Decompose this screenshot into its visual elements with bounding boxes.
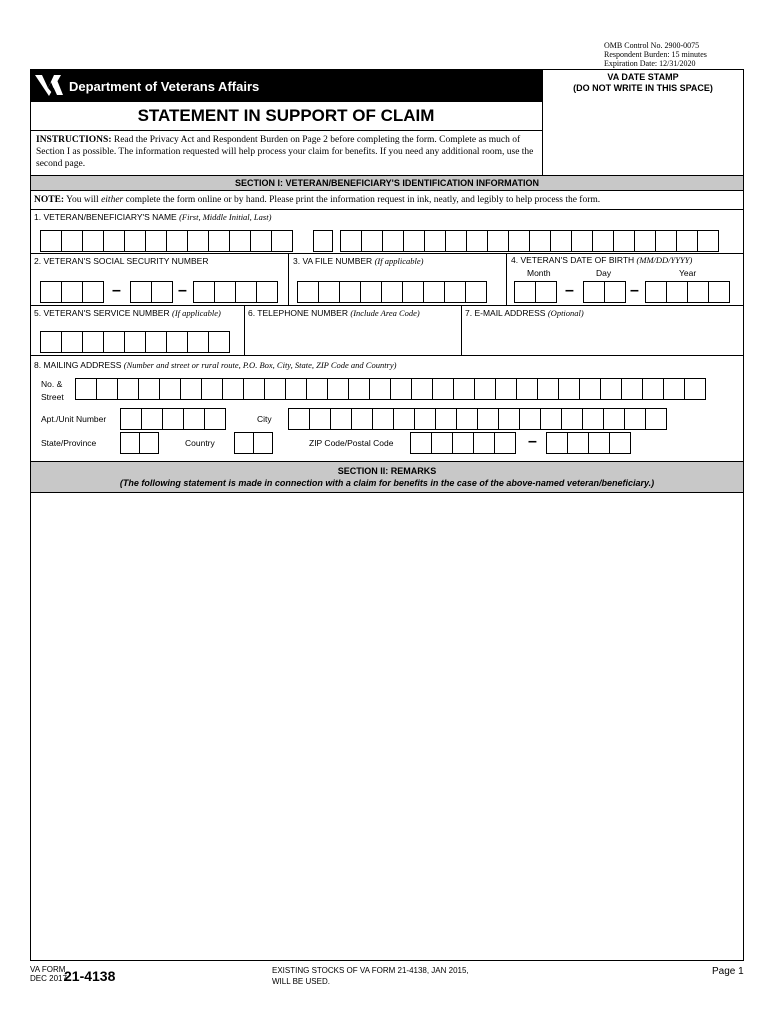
char-box[interactable] — [508, 230, 530, 252]
zip-label: ZIP Code/Postal Code — [309, 438, 394, 448]
char-box[interactable] — [264, 378, 286, 400]
footer-form-number: 21-4138 — [64, 968, 116, 984]
char-box[interactable] — [567, 432, 589, 454]
char-box[interactable] — [571, 230, 593, 252]
char-box[interactable] — [431, 432, 453, 454]
char-box[interactable] — [193, 281, 215, 303]
char-box[interactable] — [306, 378, 328, 400]
char-box[interactable] — [494, 432, 516, 454]
char-box[interactable] — [621, 378, 643, 400]
footer-page: Page 1 — [712, 966, 744, 977]
char-box[interactable] — [139, 432, 159, 454]
char-box[interactable] — [473, 432, 495, 454]
char-box[interactable] — [663, 378, 685, 400]
char-box[interactable] — [410, 432, 432, 454]
char-box[interactable] — [75, 378, 97, 400]
apt-input[interactable] — [120, 408, 225, 430]
char-box[interactable] — [390, 378, 412, 400]
char-box[interactable] — [529, 230, 551, 252]
char-box[interactable] — [514, 281, 536, 303]
f3-label-text: 3. VA FILE NUMBER — [293, 256, 373, 266]
char-box[interactable] — [609, 432, 631, 454]
section2-title: SECTION II: REMARKS — [337, 466, 437, 476]
country-label: Country — [185, 438, 215, 448]
char-box[interactable] — [288, 408, 310, 430]
char-box[interactable] — [82, 230, 104, 252]
section2-subtitle: (The following statement is made in connection with a claim for benefits in the case of the above-named veteran/beneficiary.) — [119, 478, 655, 488]
char-box[interactable] — [297, 281, 319, 303]
state-input[interactable] — [120, 432, 158, 454]
char-box[interactable] — [151, 281, 173, 303]
char-box[interactable] — [411, 378, 433, 400]
char-box[interactable] — [403, 230, 425, 252]
char-box[interactable] — [516, 378, 538, 400]
char-box[interactable] — [309, 408, 331, 430]
agency-banner — [30, 69, 542, 102]
omb-expiration: Expiration Date: 12/31/2020 — [604, 59, 696, 68]
city-label: City — [257, 414, 272, 424]
char-box[interactable] — [546, 432, 568, 454]
char-box[interactable] — [339, 281, 361, 303]
middle-initial-input[interactable] — [313, 230, 332, 252]
dob-year-label: Year — [679, 268, 697, 278]
char-box[interactable] — [495, 378, 517, 400]
f3-hint: (If applicable) — [374, 256, 424, 266]
char-box[interactable] — [445, 230, 467, 252]
va-file-number-input[interactable] — [297, 281, 486, 303]
char-box[interactable] — [708, 281, 730, 303]
dob-dash-1: – — [565, 282, 574, 299]
footer-existing-2: WILL BE USED. — [272, 977, 330, 986]
char-box[interactable] — [201, 378, 223, 400]
char-box[interactable] — [214, 281, 236, 303]
char-box[interactable] — [243, 378, 265, 400]
char-box[interactable] — [382, 230, 404, 252]
field2-label: 2. VETERAN'S SOCIAL SECURITY NUMBER — [34, 256, 209, 266]
char-box[interactable] — [604, 281, 626, 303]
char-box[interactable] — [318, 281, 340, 303]
remarks-textarea[interactable] — [32, 494, 742, 959]
char-box[interactable] — [582, 408, 604, 430]
date-stamp-area — [543, 72, 743, 94]
char-box[interactable] — [402, 281, 424, 303]
char-box[interactable] — [666, 281, 688, 303]
char-box[interactable] — [313, 230, 333, 252]
omb-block — [604, 41, 707, 68]
char-box[interactable] — [327, 378, 349, 400]
char-box[interactable] — [642, 378, 664, 400]
country-input[interactable] — [234, 432, 272, 454]
field7-label — [465, 308, 584, 318]
char-box[interactable] — [687, 281, 709, 303]
char-box[interactable] — [40, 230, 62, 252]
footer-form-id — [30, 965, 67, 983]
last-name-input[interactable] — [340, 230, 718, 252]
f8-label-text: 8. MAILING ADDRESS — [34, 360, 122, 370]
char-box[interactable] — [540, 408, 562, 430]
char-box[interactable] — [535, 281, 557, 303]
field6-label — [248, 308, 420, 318]
zip-dash: – — [528, 433, 537, 450]
note-label: NOTE: — [34, 195, 65, 205]
char-box[interactable] — [613, 230, 635, 252]
note-em: either — [101, 195, 124, 205]
char-box[interactable] — [256, 281, 278, 303]
char-box[interactable] — [166, 230, 188, 252]
char-box[interactable] — [40, 281, 62, 303]
char-box[interactable] — [697, 230, 719, 252]
f8-hint: (Number and street or rural route, P.O. Box, City, State, ZIP Code and Country) — [123, 360, 397, 370]
footer-date: DEC 2017 — [30, 974, 67, 983]
char-box[interactable] — [360, 281, 382, 303]
char-box[interactable] — [187, 230, 209, 252]
char-box[interactable] — [82, 281, 104, 303]
char-box[interactable] — [466, 230, 488, 252]
telephone-input[interactable] — [250, 322, 456, 350]
f4-label-text: 4. VETERAN'S DATE OF BIRTH — [511, 255, 635, 265]
omb-burden: Respondent Burden: 15 minutes — [604, 50, 707, 59]
field3-label — [293, 256, 423, 266]
omb-control: OMB Control No. 2900-0075 — [604, 41, 700, 50]
char-box[interactable] — [103, 230, 125, 252]
char-box[interactable] — [180, 378, 202, 400]
dob-month-label: Month — [527, 268, 551, 278]
char-box[interactable] — [645, 408, 667, 430]
first-name-input[interactable] — [40, 230, 292, 252]
char-box[interactable] — [40, 331, 62, 353]
char-box[interactable] — [561, 408, 583, 430]
field4-label — [511, 255, 692, 265]
char-box[interactable] — [103, 331, 125, 353]
char-box[interactable] — [645, 281, 667, 303]
char-box[interactable] — [381, 281, 403, 303]
char-box[interactable] — [655, 230, 677, 252]
char-box[interactable] — [537, 378, 559, 400]
char-box[interactable] — [432, 378, 454, 400]
char-box[interactable] — [96, 378, 118, 400]
char-box[interactable] — [603, 408, 625, 430]
f6-label-text: 6. TELEPHONE NUMBER — [248, 308, 348, 318]
ssn-dash-2: – — [178, 282, 187, 299]
char-box[interactable] — [183, 408, 205, 430]
street-label-2: Street — [41, 392, 64, 402]
f1-label-text: 1. VETERAN/BENEFICIARY'S NAME — [34, 212, 177, 222]
char-box[interactable] — [166, 331, 188, 353]
field5-label — [34, 308, 221, 318]
char-box[interactable] — [519, 408, 541, 430]
f4-hint: (MM/DD/YYYY) — [636, 255, 693, 265]
char-box[interactable] — [592, 230, 614, 252]
email-input[interactable] — [466, 322, 738, 350]
char-box[interactable] — [208, 331, 230, 353]
note-pre: You will — [66, 195, 102, 205]
char-box[interactable] — [271, 230, 293, 252]
char-box[interactable] — [229, 230, 251, 252]
char-box[interactable] — [684, 378, 706, 400]
stamp-title: VA DATE STAMP — [607, 72, 679, 82]
char-box[interactable] — [348, 378, 370, 400]
char-box[interactable] — [340, 230, 362, 252]
note-post: complete the form online or by hand. Please print the information request in ink, neatly, and legibly to help process the form. — [123, 195, 601, 205]
dob-dash-2: – — [630, 282, 639, 299]
char-box[interactable] — [676, 230, 698, 252]
char-box[interactable] — [61, 331, 83, 353]
zip-input[interactable] — [410, 432, 515, 454]
section1-header: SECTION I: VETERAN/BENEFICIARY'S IDENTIFICATION INFORMATION — [30, 175, 744, 191]
f1-hint: (First, Middle Initial, Last) — [179, 212, 272, 222]
ssn-part2-input[interactable] — [130, 281, 172, 303]
char-box[interactable] — [208, 230, 230, 252]
f6-hint: (Include Area Code) — [350, 308, 420, 318]
char-box[interactable] — [477, 408, 499, 430]
char-box[interactable] — [145, 331, 167, 353]
dob-year-input[interactable] — [645, 281, 729, 303]
char-box[interactable] — [138, 378, 160, 400]
char-box[interactable] — [120, 408, 142, 430]
char-box[interactable] — [145, 230, 167, 252]
f5-hint: (If applicable) — [172, 308, 221, 318]
char-box[interactable] — [369, 378, 391, 400]
char-box[interactable] — [624, 408, 646, 430]
char-box[interactable] — [465, 281, 487, 303]
char-box[interactable] — [187, 331, 209, 353]
street-label-1: No. & — [41, 379, 63, 389]
char-box[interactable] — [583, 281, 605, 303]
char-box[interactable] — [487, 230, 509, 252]
char-box[interactable] — [285, 378, 307, 400]
f7-hint: (Optional) — [547, 308, 584, 318]
footer-va-form: VA FORM — [30, 965, 66, 974]
apt-label: Apt./Unit Number — [41, 414, 107, 424]
char-box[interactable] — [550, 230, 572, 252]
zip-ext-input[interactable] — [546, 432, 630, 454]
ssn-part3-input[interactable] — [193, 281, 277, 303]
state-label: State/Province — [41, 438, 97, 448]
section2-header — [30, 461, 744, 493]
char-box[interactable] — [124, 230, 146, 252]
char-box[interactable] — [423, 281, 445, 303]
char-box[interactable] — [453, 378, 475, 400]
char-box[interactable] — [474, 378, 496, 400]
stamp-note: (DO NOT WRITE IN THIS SPACE) — [573, 83, 713, 93]
dob-day-label: Day — [596, 268, 612, 278]
char-box[interactable] — [120, 432, 140, 454]
char-box[interactable] — [414, 408, 436, 430]
char-box[interactable] — [435, 408, 457, 430]
char-box[interactable] — [117, 378, 139, 400]
char-box[interactable] — [600, 378, 622, 400]
char-box[interactable] — [204, 408, 226, 430]
form-title: STATEMENT IN SUPPORT OF CLAIM — [137, 106, 435, 125]
dob-day-input[interactable] — [583, 281, 625, 303]
instructions — [36, 134, 536, 170]
char-box[interactable] — [235, 281, 257, 303]
char-box[interactable] — [253, 432, 273, 454]
char-box[interactable] — [61, 281, 83, 303]
char-box[interactable] — [452, 432, 474, 454]
char-box[interactable] — [141, 408, 163, 430]
char-box[interactable] — [61, 230, 83, 252]
city-input[interactable] — [288, 408, 666, 430]
char-box[interactable] — [372, 408, 394, 430]
char-box[interactable] — [130, 281, 152, 303]
f7-label-text: 7. E-MAIL ADDRESS — [465, 308, 546, 318]
ssn-part1-input[interactable] — [40, 281, 103, 303]
char-box[interactable] — [498, 408, 520, 430]
char-box[interactable] — [393, 408, 415, 430]
char-box[interactable] — [634, 230, 656, 252]
instructions-label: INSTRUCTIONS: — [36, 135, 112, 145]
field1-label — [34, 212, 271, 222]
f5-label-text: 5. VETERAN'S SERVICE NUMBER — [34, 308, 170, 318]
footer-existing-stocks — [272, 965, 469, 987]
char-box[interactable] — [124, 331, 146, 353]
instructions-text: Read the Privacy Act and Respondent Burden on Page 2 before completing the form. Complete as much of Section I as possible. The information requested will help process your claim for benefits. If you need any additional room, use the second page. — [36, 135, 534, 169]
dob-month-input[interactable] — [514, 281, 556, 303]
char-box[interactable] — [579, 378, 601, 400]
section1-note — [34, 195, 600, 205]
char-box[interactable] — [330, 408, 352, 430]
char-box[interactable] — [159, 378, 181, 400]
char-box[interactable] — [162, 408, 184, 430]
street-label — [41, 378, 64, 404]
char-box[interactable] — [456, 408, 478, 430]
char-box[interactable] — [234, 432, 254, 454]
char-box[interactable] — [250, 230, 272, 252]
char-box[interactable] — [558, 378, 580, 400]
agency-name: Department of Veterans Affairs — [69, 79, 260, 94]
char-box[interactable] — [222, 378, 244, 400]
char-box[interactable] — [424, 230, 446, 252]
field8-label — [34, 360, 396, 370]
char-box[interactable] — [361, 230, 383, 252]
service-number-input[interactable] — [40, 331, 229, 353]
char-box[interactable] — [444, 281, 466, 303]
char-box[interactable] — [588, 432, 610, 454]
footer-existing-1: EXISTING STOCKS OF VA FORM 21-4138, JAN 2015, — [272, 966, 469, 975]
char-box[interactable] — [82, 331, 104, 353]
ssn-dash-1: – — [112, 282, 121, 299]
va-seal-icon — [34, 72, 64, 98]
char-box[interactable] — [351, 408, 373, 430]
street-input[interactable] — [75, 378, 705, 400]
